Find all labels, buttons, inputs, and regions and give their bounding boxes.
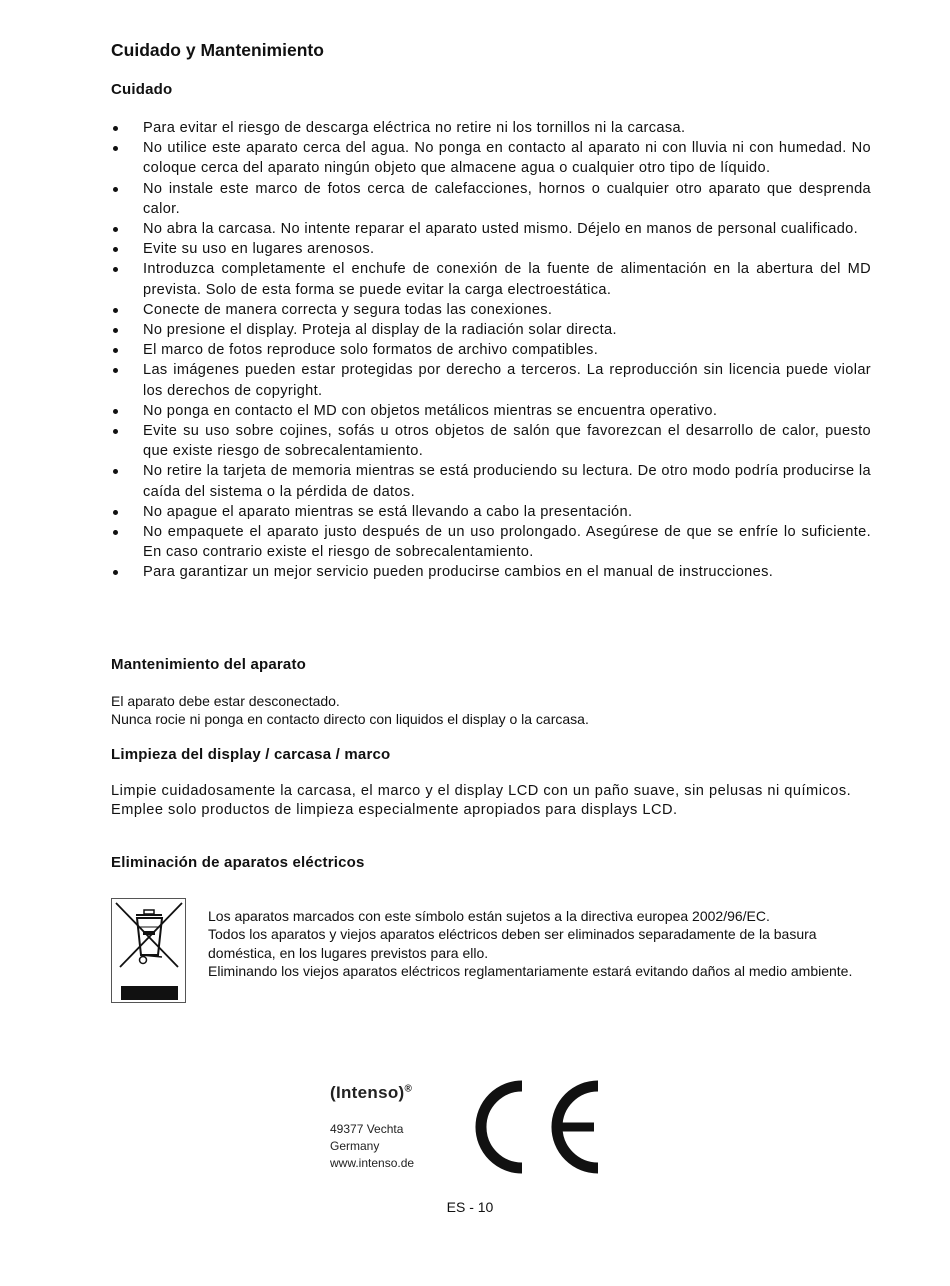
bullet-icon	[113, 469, 118, 474]
weee-crossed-bin-icon	[111, 898, 186, 1003]
care-list	[111, 118, 871, 583]
maintenance-line: Nunca rocie ni ponga en contacto directo con liquidos el display o la carcasa.	[111, 711, 589, 727]
manufacturer-address	[330, 1121, 414, 1172]
list-item-text: No presione el display. Proteja al display de la radiación solar directa.	[143, 322, 617, 339]
list-item-text: No instale este marco de fotos cerca de calefacciones, hornos o cualquier otro aparato que desprenda calor.	[143, 180, 871, 217]
list-item-text: Evite su uso sobre cojines, sofás u otros objetos de salón que favorezcan el desarrollo de calor, puesto que existe riesgo de sobrecalentamiento.	[143, 423, 871, 460]
list-item-text: No utilice este aparato cerca del agua. No ponga en contacto al aparato ni con lluvia ni con humedad. No coloque cerca del aparato ningún objeto que almacene agua o cualquier otro tipo de líquido.	[143, 140, 871, 177]
care-heading: Cuidado	[111, 81, 173, 98]
manufacturer-block	[330, 1083, 414, 1172]
list-item	[111, 259, 871, 299]
maintenance-text	[111, 692, 589, 728]
website-text: www.intenso.de	[330, 1156, 415, 1170]
list-item	[111, 118, 871, 138]
list-item-text: Para evitar el riesgo de descarga eléctrica no retire ni los tornillos ni la carcasa.	[143, 120, 686, 136]
list-item-text: Para garantizar un mejor servicio pueden producirse cambios en el manual de instrucciones.	[143, 564, 774, 581]
brand-name: (Intenso)	[330, 1083, 405, 1102]
cleaning-heading: Limpieza del display / carcasa / marco	[111, 746, 391, 763]
disposal-line: Todos los aparatos y viejos aparatos eléctricos deben ser eliminados separadamente de la basura doméstica, en los lugares previstos para ello.	[208, 926, 817, 961]
bullet-icon	[113, 570, 118, 575]
registered-mark: ®	[404, 1083, 413, 1095]
list-item	[111, 360, 871, 400]
bullet-icon	[113, 227, 118, 232]
address-line: 49377 Vechta	[330, 1122, 404, 1136]
list-item-text: No retire la tarjeta de memoria mientras se está produciendo su lectura. De otro modo podría producirse la caída del sistema o la pérdida de datos.	[143, 463, 871, 500]
bullet-icon	[113, 530, 118, 535]
disposal-heading: Eliminación de aparatos eléctricos	[111, 854, 365, 871]
bullet-icon	[113, 328, 118, 333]
maintenance-heading: Mantenimiento del aparato	[111, 656, 307, 673]
list-item-text: No empaquete el aparato justo después de un uso prolongado. Asegúrese de que se enfríe lo suficiente. En caso contrario existe el riesgo de sobrecalentamiento.	[143, 524, 871, 561]
disposal-line: Los aparatos marcados con este símbolo están sujetos a la directiva europea 2002/96/EC.	[208, 908, 770, 924]
list-item	[111, 300, 871, 320]
bullet-icon	[113, 146, 118, 151]
list-item	[111, 219, 871, 239]
bullet-icon	[113, 348, 118, 353]
list-item	[111, 421, 871, 461]
list-item-text: No apague el aparato mientras se está llevando a cabo la presentación.	[143, 503, 633, 520]
address-line: Germany	[330, 1139, 380, 1153]
bullet-icon	[113, 409, 118, 414]
list-item-text: Las imágenes pueden estar protegidas por derecho a terceros. La reproducción sin licencia puede violar los derechos de copyright.	[143, 362, 871, 399]
list-item	[111, 320, 871, 340]
list-item	[111, 340, 871, 360]
page-number: ES - 10	[446, 1199, 494, 1215]
bullet-icon	[113, 247, 118, 252]
ce-mark-icon	[470, 1078, 605, 1181]
list-item-text: El marco de fotos reproduce solo formatos de archivo compatibles.	[143, 342, 599, 359]
list-item	[111, 239, 871, 259]
list-item	[111, 562, 871, 582]
bullet-icon	[113, 308, 118, 313]
bullet-icon	[113, 368, 118, 373]
brand-logo	[330, 1083, 414, 1103]
bullet-icon	[113, 429, 118, 434]
bullet-icon	[113, 126, 118, 131]
list-item	[111, 179, 871, 219]
disposal-text	[208, 907, 868, 980]
list-item-text: Conecte de manera correcta y segura todas las conexiones.	[143, 301, 553, 318]
list-item	[111, 401, 871, 421]
bullet-icon	[113, 510, 118, 515]
disposal-line: Eliminando los viejos aparatos eléctricos reglamentariamente estará evitando daños al medio ambiente.	[208, 962, 853, 979]
bullet-icon	[113, 267, 118, 272]
list-item-text: No ponga en contacto el MD con objetos metálicos mientras se encuentra operativo.	[143, 402, 718, 419]
list-item-text: No abra la carcasa. No intente reparar el aparato usted mismo. Déjelo en manos de personal cualificado.	[143, 221, 859, 238]
list-item	[111, 461, 871, 501]
cleaning-text: Limpie cuidadosamente la carcasa, el marco y el display LCD con un paño suave, sin pelusas ni químicos. Emplee solo productos de limpieza especialmente apropiados para displays LCD.	[111, 783, 852, 818]
list-item	[111, 138, 871, 178]
list-item	[111, 522, 871, 562]
section-title: Cuidado y Mantenimiento	[111, 40, 324, 60]
list-item	[111, 502, 871, 522]
bullet-icon	[113, 187, 118, 192]
list-item-text: Evite su uso en lugares arenosos.	[143, 241, 375, 258]
list-item-text: Introduzca completamente el enchufe de conexión de la fuente de alimentación en la abertura del MD prevista. Solo de esta forma se puede evitar la carga electroestática.	[143, 261, 871, 298]
maintenance-line: El aparato debe estar desconectado.	[111, 693, 340, 709]
